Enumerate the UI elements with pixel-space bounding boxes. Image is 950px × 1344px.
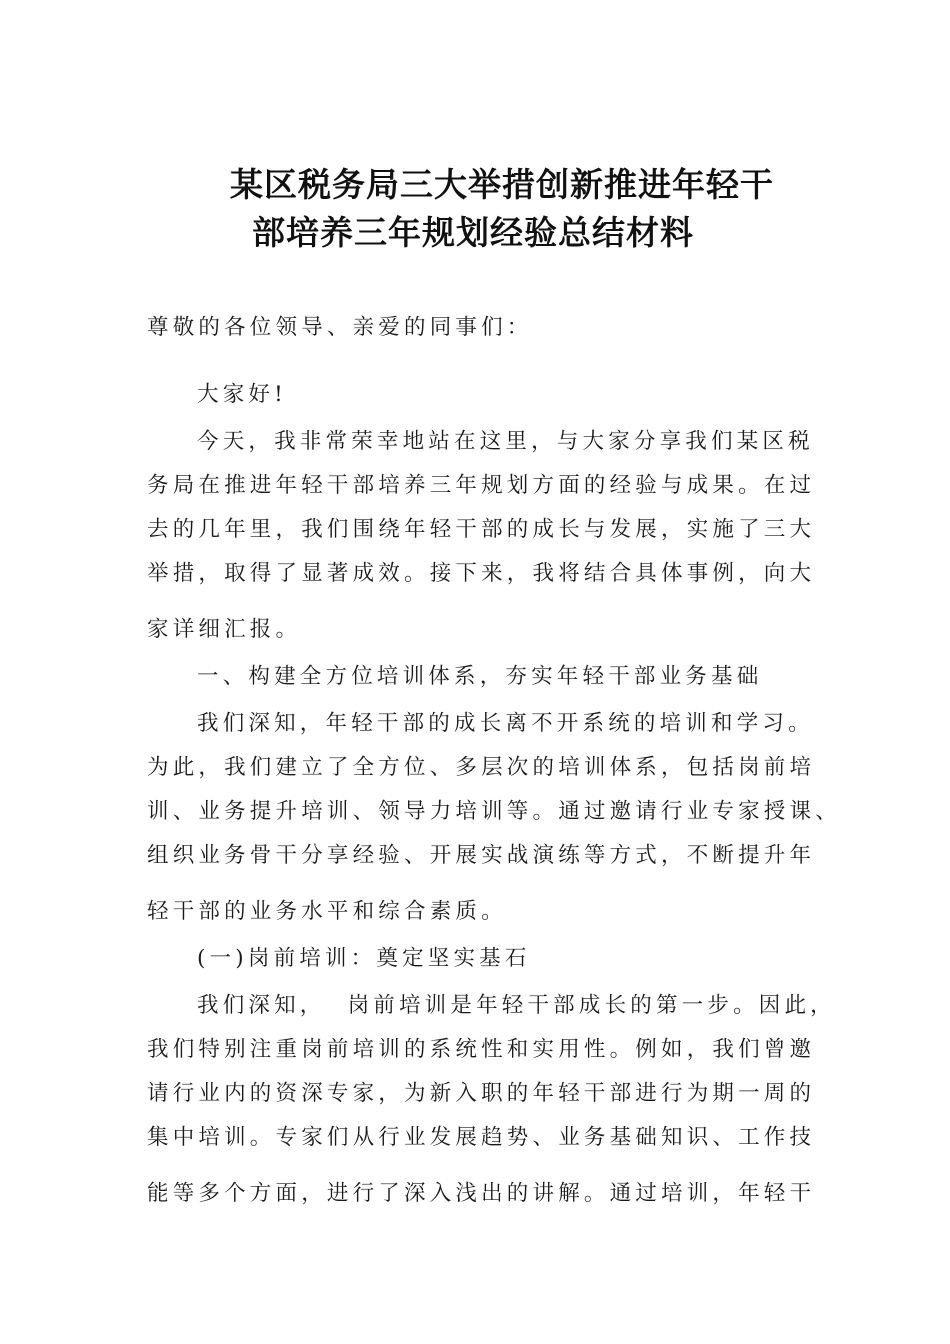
body-line: 我们特别注重岗前培训的系统性和实用性。例如，我们曾邀 bbox=[147, 1037, 816, 1062]
document-title-line-2: 部培养三年规划经验总结材料 bbox=[252, 213, 694, 252]
salutation: 尊敬的各位领导、亲爱的同事们： bbox=[147, 315, 533, 340]
body-line: 请行业内的资深专家，为新入职的年轻干部进行为期一周的 bbox=[147, 1081, 816, 1106]
body-line: 我们深知， 岗前培训是年轻干部成长的第一步。因此， bbox=[197, 993, 836, 1018]
section-heading: 一、构建全方位培训体系，夯实年轻干部业务基础 bbox=[197, 664, 763, 689]
body-line: 今天，我非常荣幸地站在这里，与大家分享我们某区税 bbox=[197, 429, 814, 454]
body-line: 为此，我们建立了全方位、多层次的培训体系，包括岗前培 bbox=[147, 755, 816, 780]
body-line: 集中培训。专家们从行业发展趋势、业务基础知识、工作技 bbox=[147, 1125, 816, 1150]
body-line: 去的几年里，我们围绕年轻干部的成长与发展，实施了三大 bbox=[147, 517, 816, 542]
document-title-line-1: 某区税务局三大举措创新推进年轻干 bbox=[230, 165, 774, 204]
body-line: 训、业务提升培训、领导力培训等。通过邀请行业专家授课、 bbox=[147, 799, 841, 824]
subsection-heading: (一)岗前培训：奠定坚实基石 bbox=[197, 946, 531, 971]
body-line: 能等多个方面，进行了深入浅出的讲解。通过培训，年轻干 bbox=[147, 1181, 816, 1206]
body-line: 我们深知，年轻干部的成长离不开系统的培训和学习。 bbox=[197, 711, 814, 736]
body-line: 务局在推进年轻干部培养三年规划方面的经验与成果。在过 bbox=[147, 473, 816, 498]
body-line: 家详细汇报。 bbox=[147, 617, 302, 642]
body-line: 举措，取得了显著成效。接下来，我将结合具体事例，向大 bbox=[147, 561, 816, 586]
body-line: 组织业务骨干分享经验、开展实战演练等方式，不断提升年 bbox=[147, 843, 816, 868]
body-line: 轻干部的业务水平和综合素质。 bbox=[147, 899, 507, 924]
greeting: 大家好! bbox=[197, 382, 287, 407]
